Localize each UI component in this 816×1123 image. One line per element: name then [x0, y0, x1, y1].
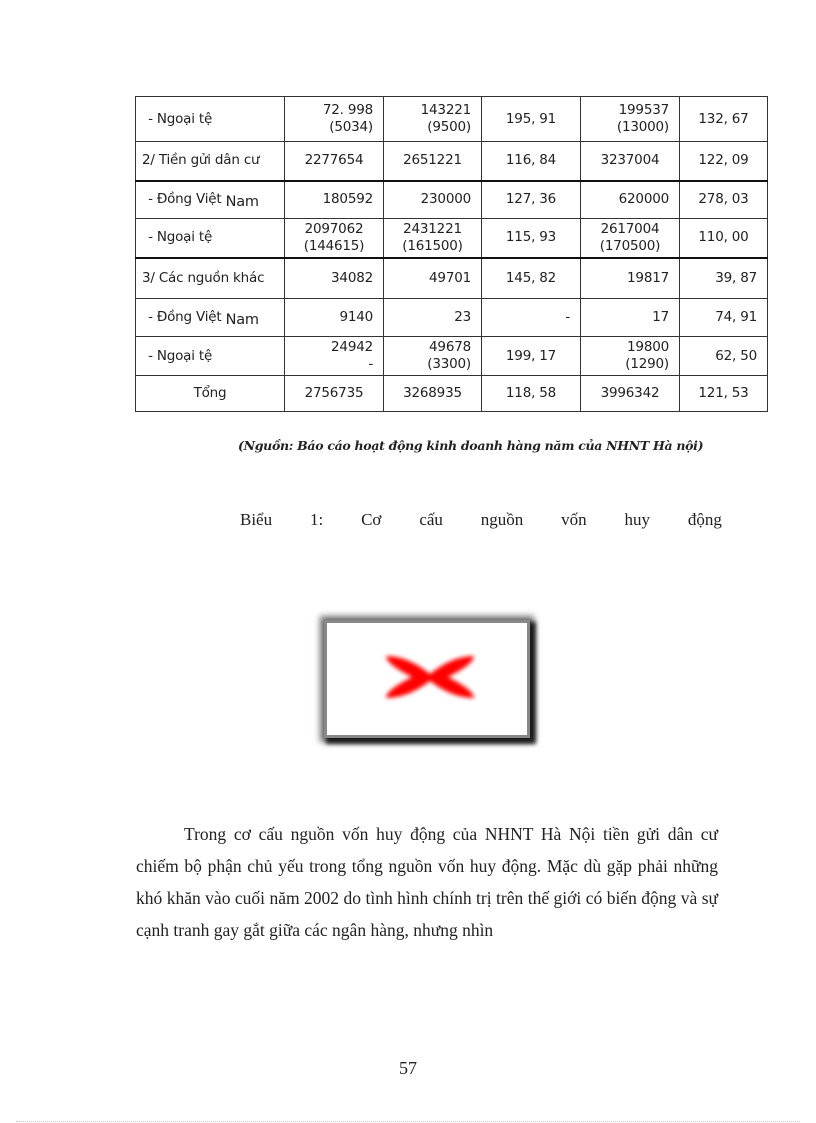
cell-value: 19800 (1290)	[581, 337, 680, 376]
row-label: - Đồng Việt Nam	[136, 181, 285, 219]
cell-value: 122, 09	[680, 142, 768, 181]
broken-image-placeholder	[318, 614, 540, 744]
table-row	[136, 258, 768, 299]
table-row-total	[136, 376, 768, 412]
page-bottom-dotted-rule	[16, 1121, 800, 1122]
page-number: 57	[399, 1058, 417, 1078]
cell-value: 74, 91	[680, 299, 768, 337]
row-label: 3/ Các nguồn khác	[136, 258, 285, 299]
cell-value: 2756735	[285, 376, 384, 412]
cell-value: 115, 93	[482, 219, 581, 258]
cell-value: 23	[384, 299, 482, 337]
cell-value: 118, 58	[482, 376, 581, 412]
table-row	[136, 142, 768, 181]
cell-value: 132, 67	[680, 97, 768, 142]
cell-value: 2617004 (170500)	[581, 219, 680, 258]
row-label: 2/ Tiền gửi dân cư	[136, 142, 285, 181]
capital-mobilization-table	[135, 96, 768, 412]
caption-word: Cơ	[361, 510, 382, 529]
row-label: - Ngoại tệ	[136, 337, 285, 376]
paragraph-text: Trong cơ cấu nguồn vốn huy động của NHNT Hà Nội tiền gửi dân cư chiếm bộ phận chủ yếu trong tổng nguồn vốn huy động. Mặc dù gặp phải những khó khăn vào cuối năm 2002 do tình hình chính trị trên thế giới có biến động và sự cạnh tranh gay gắt giữa các ngân hàng, nhưng nhìn	[136, 824, 718, 940]
row-label: Tổng	[136, 376, 285, 412]
caption-word: huy	[624, 510, 651, 529]
cell-value: 230000	[384, 181, 482, 219]
caption-word: nguồn	[480, 510, 524, 529]
cell-value: 24942 -	[285, 337, 384, 376]
row-label: - Ngoại tệ	[136, 97, 285, 142]
cell-value: 278, 03	[680, 181, 768, 219]
cell-value: 180592	[285, 181, 384, 219]
cell-value: 2097062 (144615)	[285, 219, 384, 258]
cell-value: 110, 00	[680, 219, 768, 258]
cell-value: 34082	[285, 258, 384, 299]
caption-word: động	[687, 510, 722, 529]
table-row	[136, 181, 768, 219]
broken-image-red-x-icon	[378, 648, 482, 706]
cell-value: 72. 998 (5034)	[285, 97, 384, 142]
cell-value: 143221 (9500)	[384, 97, 482, 142]
cell-value: 19817	[581, 258, 680, 299]
cell-value: 9140	[285, 299, 384, 337]
cell-value: 3996342	[581, 376, 680, 412]
source-note: (Nguồn: Báo cáo hoạt động kinh doanh hàng năm của NHNT Hà nội)	[238, 438, 704, 453]
table-row	[136, 299, 768, 337]
cell-value: 195, 91	[482, 97, 581, 142]
row-label: - Ngoại tệ	[136, 219, 285, 258]
cell-value: 17	[581, 299, 680, 337]
table-row	[136, 219, 768, 258]
caption-word: Biểu	[240, 510, 273, 529]
row-label: - Đồng Việt Nam	[136, 299, 285, 337]
cell-value: 145, 82	[482, 258, 581, 299]
cell-value: 62, 50	[680, 337, 768, 376]
cell-value: 121, 53	[680, 376, 768, 412]
table-row	[136, 337, 768, 376]
table-row	[136, 97, 768, 142]
cell-value: 39, 87	[680, 258, 768, 299]
chart-caption	[240, 510, 722, 530]
cell-value: -	[482, 299, 581, 337]
cell-value: 116, 84	[482, 142, 581, 181]
cell-value: 2277654	[285, 142, 384, 181]
cell-value: 127, 36	[482, 181, 581, 219]
caption-word: 1:	[309, 510, 324, 529]
cell-value: 2651221	[384, 142, 482, 181]
body-paragraph	[136, 818, 718, 946]
cell-value: 3268935	[384, 376, 482, 412]
cell-value: 49701	[384, 258, 482, 299]
caption-word: cấu	[419, 510, 443, 529]
cell-value: 3237004	[581, 142, 680, 181]
cell-value: 620000	[581, 181, 680, 219]
cell-value: 49678 (3300)	[384, 337, 482, 376]
cell-value: 199537 (13000)	[581, 97, 680, 142]
cell-value: 199, 17	[482, 337, 581, 376]
cell-value: 2431221 (161500)	[384, 219, 482, 258]
caption-word: vốn	[561, 510, 587, 529]
